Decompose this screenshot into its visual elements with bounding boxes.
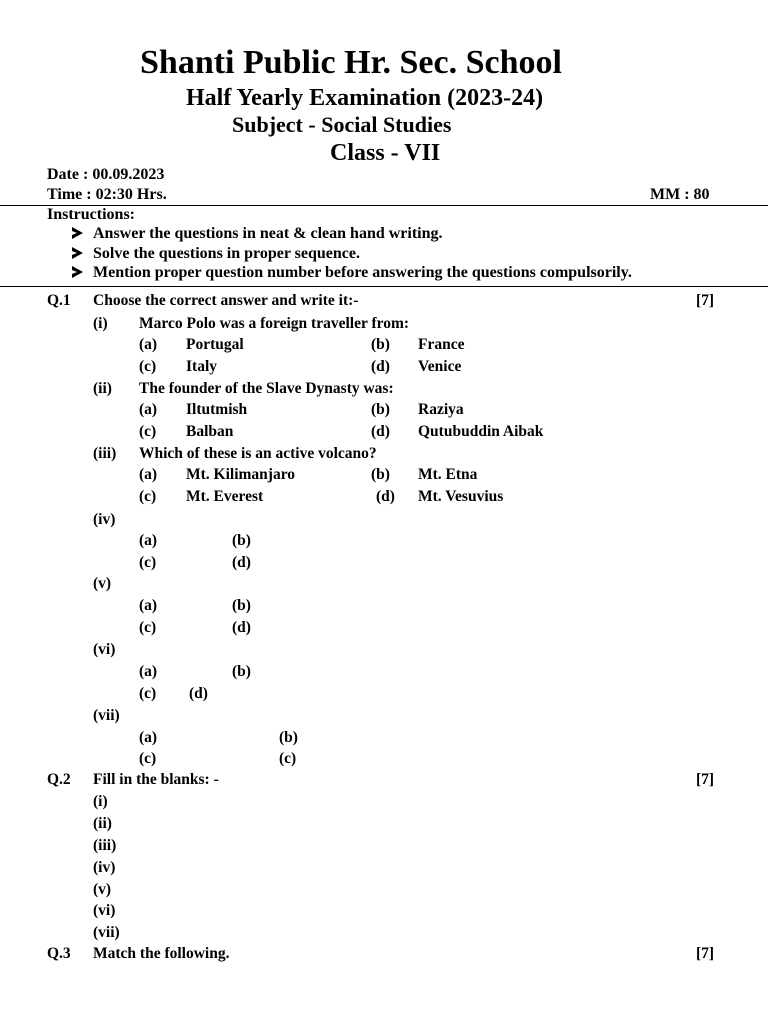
question-marks: [7] <box>696 771 715 788</box>
blank-item-number: (vii) <box>93 924 120 941</box>
option-label: (d) <box>189 685 208 702</box>
option-label: (a) <box>139 401 158 418</box>
instructions-title: Instructions: <box>47 206 136 223</box>
blank-item-number: (iv) <box>93 859 116 876</box>
option-label: (b) <box>232 532 251 549</box>
option-label: (c) <box>139 750 157 767</box>
exam-title: Half Yearly Examination (2023-24) <box>186 85 544 111</box>
option-text: Raziya <box>418 401 464 418</box>
instruction-item: Answer the questions in neat & clean hand writing. <box>72 226 443 242</box>
option-text: Venice <box>418 358 462 375</box>
arrow-bullet-icon <box>72 266 83 278</box>
option-label: (b) <box>279 729 298 746</box>
instructions-divider <box>0 286 768 287</box>
question-number: Q.2 <box>47 771 71 788</box>
blank-item-number: (vi) <box>93 902 116 919</box>
blank-item-number: (iii) <box>93 837 117 854</box>
sub-question-text: Marco Polo was a foreign traveller from: <box>139 315 410 332</box>
sub-question-text: The founder of the Slave Dynasty was: <box>139 380 394 397</box>
instruction-item: Mention proper question number before answering the questions compulsorily. <box>72 265 632 281</box>
sub-question-number: (iii) <box>93 445 117 462</box>
option-label: (a) <box>139 466 158 483</box>
sub-question-number: (v) <box>93 575 112 592</box>
option-label: (c) <box>139 685 157 702</box>
option-label: (c) <box>139 488 157 505</box>
blank-item-number: (v) <box>93 881 112 898</box>
question-number: Q.3 <box>47 945 71 962</box>
option-text: Mt. Etna <box>418 466 478 483</box>
option-text: France <box>418 336 465 353</box>
option-label: (a) <box>139 597 158 614</box>
sub-question-number: (iv) <box>93 511 116 528</box>
sub-question-text: Which of these is an active volcano? <box>139 445 377 462</box>
blank-item-number: (ii) <box>93 815 112 832</box>
question-marks: [7] <box>696 945 715 962</box>
option-label: (a) <box>139 729 158 746</box>
option-text: Mt. Everest <box>186 488 264 505</box>
option-label: (c) <box>139 619 157 636</box>
school-name: Shanti Public Hr. Sec. School <box>140 44 562 81</box>
arrow-bullet-icon <box>72 247 83 259</box>
option-label: (c) <box>139 554 157 571</box>
option-label: (d) <box>232 554 251 571</box>
option-label: (d) <box>376 488 395 505</box>
option-label: (a) <box>139 663 158 680</box>
option-label: (b) <box>232 597 251 614</box>
option-label: (a) <box>139 336 158 353</box>
option-label: (d) <box>371 423 390 440</box>
question-prompt: Fill in the blanks: - <box>93 771 219 788</box>
subject-title: Subject - Social Studies <box>232 112 452 137</box>
sub-question-number: (i) <box>93 315 108 332</box>
option-text: Qutubuddin Aibak <box>418 423 544 440</box>
option-text: Mt. Vesuvius <box>418 488 504 505</box>
option-label: (c) <box>139 358 157 375</box>
option-label: (a) <box>139 532 158 549</box>
option-label: (b) <box>232 663 251 680</box>
sub-question-number: (vii) <box>93 707 120 724</box>
exam-date: Date : 00.09.2023 <box>47 166 165 183</box>
option-text: Mt. Kilimanjaro <box>186 466 296 483</box>
option-text: Iltutmish <box>186 401 248 418</box>
option-label: (b) <box>371 401 390 418</box>
question-prompt: Choose the correct answer and write it:- <box>93 292 359 309</box>
option-label: (b) <box>371 336 390 353</box>
option-label: (d) <box>232 619 251 636</box>
class-title: Class - VII <box>330 140 441 166</box>
arrow-bullet-icon <box>72 227 83 239</box>
option-label: (c) <box>139 423 157 440</box>
option-label: (b) <box>371 466 390 483</box>
question-prompt: Match the following. <box>93 945 230 962</box>
exam-time: Time : 02:30 Hrs. <box>47 186 167 203</box>
sub-question-number: (ii) <box>93 380 112 397</box>
option-text: Portugal <box>186 336 244 353</box>
option-label: (d) <box>371 358 390 375</box>
option-label: (c) <box>279 750 297 767</box>
max-marks: MM : 80 <box>650 186 710 203</box>
option-text: Balban <box>186 423 234 440</box>
blank-item-number: (i) <box>93 793 108 810</box>
question-marks: [7] <box>696 292 715 309</box>
instruction-item: Solve the questions in proper sequence. <box>72 246 360 262</box>
option-text: Italy <box>186 358 217 375</box>
sub-question-number: (vi) <box>93 641 116 658</box>
question-number: Q.1 <box>47 292 71 309</box>
